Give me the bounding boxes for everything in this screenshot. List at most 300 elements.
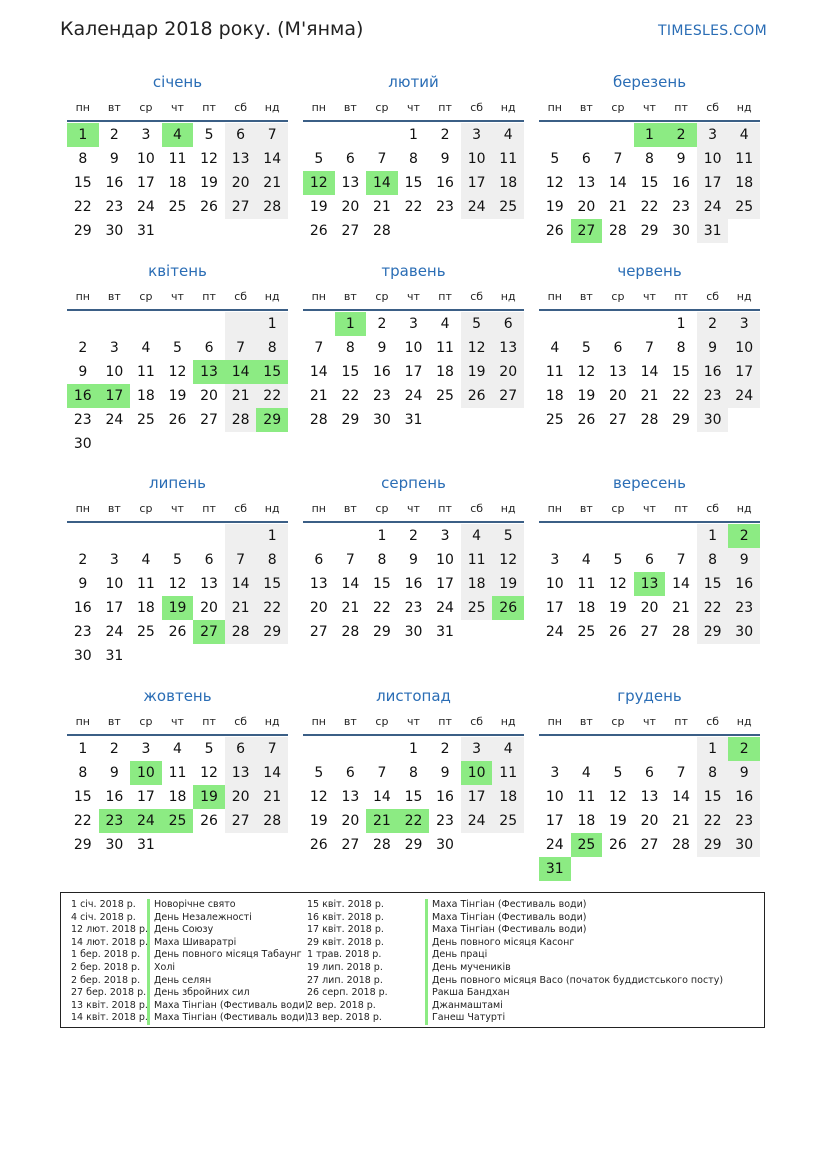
day-cell: 17	[545, 813, 564, 829]
day-cell: 13	[577, 175, 596, 191]
weekday-label: нд	[264, 502, 280, 515]
weekday-label: пн	[75, 715, 90, 728]
legend-date: 13 вер. 2018 р.	[307, 1012, 382, 1024]
day-cell: 8	[345, 340, 355, 356]
legend-date: 1 бер. 2018 р.	[71, 949, 141, 961]
page-title: Календар 2018 року. (М'янма)	[60, 18, 364, 40]
empty-day-cell	[634, 524, 666, 548]
empty-day-cell	[602, 737, 634, 761]
weekday-label: вт	[343, 101, 357, 114]
empty-day-cell	[303, 312, 335, 336]
month-name: січень	[152, 73, 203, 91]
day-cell: 21	[225, 384, 257, 408]
holiday-day-cell: 24	[130, 809, 162, 833]
day-cell: 27	[640, 624, 659, 640]
month-divider	[67, 521, 288, 523]
day-grid	[303, 312, 524, 432]
day-cell: 13	[341, 175, 360, 191]
day-cell: 18	[436, 364, 454, 380]
holiday-day-cell: 26	[492, 596, 524, 620]
weekday-label: чт	[643, 502, 656, 515]
day-cell: 14	[256, 761, 288, 785]
weekday-label: нд	[264, 101, 280, 114]
day-cell: 9	[728, 761, 760, 785]
day-cell: 19	[309, 199, 328, 215]
legend-date: 2 вер. 2018 р.	[307, 999, 376, 1011]
day-cell: 29	[341, 412, 360, 428]
weekday-label: сб	[706, 101, 720, 114]
day-cell: 26	[200, 199, 218, 215]
empty-day-cell	[634, 312, 666, 336]
day-cell: 12	[577, 364, 596, 380]
weekday-label: вт	[343, 290, 357, 303]
legend-item	[307, 937, 723, 950]
day-cell: 11	[577, 789, 596, 805]
empty-day-cell	[99, 312, 131, 336]
day-cell: 10	[545, 576, 564, 592]
holiday-day-cell: 2	[728, 524, 760, 548]
empty-day-cell	[602, 524, 634, 548]
day-cell: 21	[341, 600, 360, 616]
day-cell: 30	[436, 837, 454, 853]
day-cell: 25	[168, 199, 187, 215]
day-cell: 6	[492, 312, 524, 336]
day-cell: 5	[314, 765, 324, 781]
weekday-label: вт	[107, 101, 121, 114]
legend-date: 1 трав. 2018 р.	[307, 949, 382, 961]
month-лютий	[303, 72, 524, 243]
legend-holiday-name: День Союзу	[147, 924, 213, 937]
day-cell: 2	[440, 741, 450, 757]
day-cell: 7	[377, 151, 387, 167]
day-cell: 14	[640, 364, 659, 380]
day-cell: 7	[377, 765, 387, 781]
day-cell: 18	[137, 388, 155, 404]
holiday-day-cell: 27	[571, 219, 603, 243]
day-cell: 4	[550, 340, 560, 356]
day-grid	[539, 524, 760, 644]
legend-holiday-name: День повного місяця Васо (початок буддистського посту)	[425, 975, 723, 988]
holiday-day-cell: 29	[256, 408, 288, 432]
day-cell: 24	[697, 195, 729, 219]
empty-day-cell	[571, 312, 603, 336]
weekday-label: пт	[202, 715, 216, 728]
day-cell: 12	[168, 364, 187, 380]
day-cell: 21	[609, 199, 627, 215]
day-cell: 20	[200, 600, 218, 616]
day-cell: 25	[137, 624, 155, 640]
day-cell: 5	[581, 340, 591, 356]
day-cell: 7	[256, 737, 288, 761]
month-листопад	[303, 686, 524, 857]
day-cell: 16	[672, 175, 690, 191]
empty-day-cell	[193, 312, 225, 336]
day-cell: 6	[204, 340, 214, 356]
day-cell: 24	[436, 600, 454, 616]
day-cell: 8	[78, 765, 88, 781]
day-cell: 19	[200, 175, 218, 191]
day-cell: 21	[256, 171, 288, 195]
legend-date: 14 квіт. 2018 р.	[71, 1012, 148, 1024]
day-cell: 8	[409, 151, 418, 167]
legend-holiday-name: Джанмаштамі	[425, 1000, 503, 1013]
brand-logo-text[interactable]: TIMESLES.COM	[658, 23, 767, 39]
legend-item	[71, 1012, 308, 1025]
day-cell: 15	[373, 576, 391, 592]
day-cell: 12	[545, 175, 564, 191]
day-cell: 1	[676, 316, 686, 332]
day-cell: 4	[440, 316, 450, 332]
day-cell: 6	[204, 552, 214, 568]
day-cell: 28	[225, 408, 257, 432]
day-cell: 13	[640, 789, 659, 805]
weekday-label: вт	[107, 502, 121, 515]
day-cell: 5	[314, 151, 324, 167]
holiday-day-cell: 31	[539, 857, 571, 881]
legend-date: 17 квіт. 2018 р.	[307, 924, 384, 936]
legend-column-left	[71, 899, 308, 1025]
holiday-day-cell: 13	[634, 572, 666, 596]
day-cell: 30	[672, 223, 690, 239]
weekday-label: чт	[171, 290, 184, 303]
holiday-day-cell: 19	[162, 596, 194, 620]
day-cell: 9	[109, 765, 119, 781]
weekday-label: пн	[311, 290, 326, 303]
day-cell: 24	[137, 199, 155, 215]
weekday-header	[303, 712, 524, 732]
weekday-label: пт	[438, 101, 452, 114]
day-cell: 30	[728, 833, 760, 857]
day-cell: 30	[373, 412, 391, 428]
day-cell: 2	[78, 552, 88, 568]
month-divider	[539, 120, 760, 122]
day-cell: 17	[137, 789, 155, 805]
day-cell: 4	[728, 123, 760, 147]
day-cell: 10	[461, 147, 493, 171]
day-cell: 3	[109, 340, 119, 356]
day-cell: 3	[141, 127, 151, 143]
day-cell: 10	[728, 336, 760, 360]
day-cell: 17	[697, 171, 729, 195]
day-cell: 2	[109, 127, 119, 143]
day-cell: 21	[373, 199, 391, 215]
day-cell: 28	[341, 624, 360, 640]
weekday-label: пн	[547, 715, 562, 728]
day-cell: 25	[492, 195, 524, 219]
holiday-day-cell: 12	[303, 171, 335, 195]
day-cell: 2	[377, 316, 387, 332]
month-divider	[303, 521, 524, 523]
weekday-label: ср	[139, 715, 153, 728]
day-cell: 16	[728, 785, 760, 809]
day-cell: 3	[461, 123, 493, 147]
day-cell: 2	[78, 340, 88, 356]
legend-date: 1 січ. 2018 р.	[71, 899, 136, 910]
empty-day-cell	[303, 123, 335, 147]
day-cell: 5	[550, 151, 560, 167]
day-cell: 4	[173, 741, 182, 757]
day-cell: 29	[404, 837, 423, 853]
day-cell: 21	[309, 388, 328, 404]
day-cell: 11	[545, 364, 564, 380]
day-cell: 23	[436, 813, 454, 829]
day-cell: 22	[672, 388, 690, 404]
day-cell: 5	[613, 765, 623, 781]
day-cell: 18	[168, 175, 187, 191]
day-cell: 8	[256, 336, 288, 360]
day-grid	[303, 524, 524, 644]
weekday-label: вт	[579, 502, 593, 515]
legend-date: 16 квіт. 2018 р.	[307, 911, 384, 923]
day-cell: 9	[697, 336, 729, 360]
day-cell: 24	[404, 388, 423, 404]
weekday-label: чт	[407, 290, 420, 303]
day-cell: 18	[168, 789, 187, 805]
holiday-day-cell: 2	[728, 737, 760, 761]
day-cell: 22	[404, 199, 423, 215]
day-cell: 12	[200, 151, 218, 167]
day-cell: 7	[645, 340, 654, 356]
day-cell: 22	[697, 809, 729, 833]
day-cell: 25	[436, 388, 454, 404]
day-cell: 8	[645, 151, 654, 167]
day-cell: 6	[345, 151, 355, 167]
day-cell: 6	[225, 123, 257, 147]
day-cell: 28	[256, 809, 288, 833]
day-cell: 1	[409, 741, 418, 757]
weekday-label: чт	[643, 290, 656, 303]
day-cell: 14	[373, 789, 391, 805]
day-cell: 16	[404, 576, 423, 592]
day-cell: 20	[640, 813, 659, 829]
month-divider	[303, 120, 524, 122]
legend-item	[307, 924, 723, 937]
day-cell: 3	[440, 528, 450, 544]
day-cell: 26	[168, 624, 187, 640]
holiday-day-cell: 19	[193, 785, 225, 809]
day-cell: 9	[78, 364, 88, 380]
day-cell: 18	[545, 388, 564, 404]
day-cell: 27	[225, 809, 257, 833]
day-cell: 16	[373, 364, 391, 380]
day-cell: 28	[309, 412, 328, 428]
day-cell: 9	[78, 576, 88, 592]
empty-day-cell	[162, 524, 194, 548]
day-cell: 27	[309, 624, 328, 640]
weekday-label: пт	[438, 290, 452, 303]
day-cell: 7	[613, 151, 623, 167]
weekday-header	[539, 98, 760, 118]
day-cell: 12	[609, 789, 627, 805]
legend-date: 27 бер. 2018 р.	[71, 987, 147, 999]
legend-holiday-name: День повного місяця Касонг	[425, 937, 574, 950]
day-cell: 27	[609, 412, 627, 428]
day-cell: 26	[200, 813, 218, 829]
weekday-label: пт	[674, 101, 688, 114]
day-cell: 26	[461, 384, 493, 408]
day-cell: 19	[609, 813, 627, 829]
day-cell: 4	[581, 552, 591, 568]
month-грудень	[539, 686, 760, 881]
day-grid	[539, 737, 760, 881]
weekday-label: ср	[375, 502, 389, 515]
holiday-day-cell: 10	[461, 761, 493, 785]
month-червень	[539, 261, 760, 432]
legend-holiday-name: Новорічне свято	[147, 899, 236, 912]
holiday-day-cell: 21	[366, 809, 398, 833]
day-cell: 19	[309, 813, 328, 829]
weekday-label: ср	[139, 502, 153, 515]
day-cell: 19	[461, 360, 493, 384]
empty-day-cell	[99, 524, 131, 548]
day-cell: 11	[728, 147, 760, 171]
weekday-header	[539, 287, 760, 307]
day-cell: 24	[728, 384, 760, 408]
day-grid	[67, 123, 288, 243]
day-cell: 27	[492, 384, 524, 408]
day-cell: 28	[225, 620, 257, 644]
day-cell: 18	[577, 813, 596, 829]
legend-date: 2 бер. 2018 р.	[71, 974, 141, 986]
empty-day-cell	[665, 737, 697, 761]
day-cell: 20	[225, 785, 257, 809]
day-cell: 19	[609, 600, 627, 616]
day-cell: 13	[225, 147, 257, 171]
day-cell: 5	[173, 340, 182, 356]
day-cell: 17	[728, 360, 760, 384]
day-cell: 28	[640, 412, 659, 428]
day-cell: 26	[545, 223, 564, 239]
day-cell: 20	[640, 600, 659, 616]
empty-day-cell	[67, 524, 99, 548]
day-cell: 17	[545, 600, 564, 616]
weekday-label: сб	[706, 715, 720, 728]
day-cell: 10	[137, 151, 155, 167]
holiday-day-cell: 14	[366, 171, 398, 195]
day-cell: 15	[404, 175, 423, 191]
legend-item	[71, 912, 308, 925]
day-cell: 1	[409, 127, 418, 143]
day-cell: 5	[204, 127, 214, 143]
empty-day-cell	[335, 524, 367, 548]
day-cell: 30	[73, 648, 92, 664]
month-divider	[67, 120, 288, 122]
legend-date: 4 січ. 2018 р.	[71, 911, 136, 923]
empty-day-cell	[366, 123, 398, 147]
weekday-label: пн	[75, 101, 90, 114]
day-cell: 24	[105, 412, 124, 428]
month-divider	[303, 309, 524, 311]
day-cell: 9	[728, 548, 760, 572]
day-cell: 3	[461, 737, 493, 761]
weekday-label: сб	[470, 101, 484, 114]
weekday-label: сб	[470, 290, 484, 303]
legend-item	[71, 949, 308, 962]
legend-item	[307, 962, 723, 975]
legend-date: 26 серп. 2018 р.	[307, 987, 388, 999]
day-cell: 3	[550, 765, 560, 781]
weekday-label: вт	[579, 715, 593, 728]
legend-item	[307, 1000, 723, 1013]
day-cell: 17	[461, 785, 493, 809]
day-cell: 26	[609, 837, 627, 853]
weekday-label: пн	[75, 502, 90, 515]
day-cell: 30	[73, 436, 92, 452]
month-квітень	[67, 261, 288, 456]
weekday-header	[539, 499, 760, 519]
day-cell: 16	[697, 360, 729, 384]
day-cell: 1	[697, 737, 729, 761]
day-cell: 16	[73, 600, 92, 616]
day-cell: 12	[309, 789, 328, 805]
day-cell: 8	[697, 548, 729, 572]
day-cell: 13	[309, 576, 328, 592]
weekday-label: пт	[674, 290, 688, 303]
day-cell: 27	[341, 223, 360, 239]
empty-day-cell	[634, 737, 666, 761]
empty-day-cell	[539, 123, 571, 147]
day-cell: 16	[728, 572, 760, 596]
weekday-label: вт	[107, 715, 121, 728]
day-cell: 14	[672, 576, 690, 592]
weekday-label: нд	[736, 290, 752, 303]
day-cell: 17	[105, 600, 124, 616]
day-cell: 8	[697, 761, 729, 785]
day-cell: 4	[461, 524, 493, 548]
empty-day-cell	[539, 312, 571, 336]
weekday-label: нд	[736, 101, 752, 114]
month-name: липень	[148, 474, 207, 492]
day-cell: 6	[345, 765, 355, 781]
day-cell: 5	[461, 312, 493, 336]
day-cell: 23	[73, 412, 92, 428]
weekday-label: чт	[407, 715, 420, 728]
weekday-label: ср	[139, 101, 153, 114]
day-cell: 23	[672, 199, 690, 215]
legend-item	[71, 962, 308, 975]
day-cell: 12	[492, 548, 524, 572]
day-grid	[303, 737, 524, 857]
month-січень	[67, 72, 288, 243]
day-cell: 24	[105, 624, 124, 640]
day-cell: 24	[461, 195, 493, 219]
weekday-label: чт	[407, 502, 420, 515]
day-cell: 6	[613, 340, 623, 356]
weekday-label: нд	[264, 715, 280, 728]
legend-item	[71, 924, 308, 937]
weekday-label: ср	[139, 290, 153, 303]
day-cell: 3	[728, 312, 760, 336]
weekday-label: пн	[547, 101, 562, 114]
day-cell: 3	[550, 552, 560, 568]
holiday-day-cell: 15	[256, 360, 288, 384]
month-name: жовтень	[143, 687, 212, 705]
day-cell: 31	[137, 223, 155, 239]
day-cell: 15	[404, 789, 423, 805]
day-cell: 15	[256, 572, 288, 596]
day-cell: 25	[492, 809, 524, 833]
day-cell: 17	[461, 171, 493, 195]
weekday-label: пт	[674, 715, 688, 728]
day-cell: 12	[168, 576, 187, 592]
weekday-label: пн	[547, 290, 562, 303]
weekday-label: чт	[643, 101, 656, 114]
weekday-label: сб	[234, 715, 248, 728]
day-cell: 29	[373, 624, 391, 640]
weekday-label: чт	[171, 715, 184, 728]
day-cell: 20	[341, 813, 360, 829]
empty-day-cell	[366, 737, 398, 761]
